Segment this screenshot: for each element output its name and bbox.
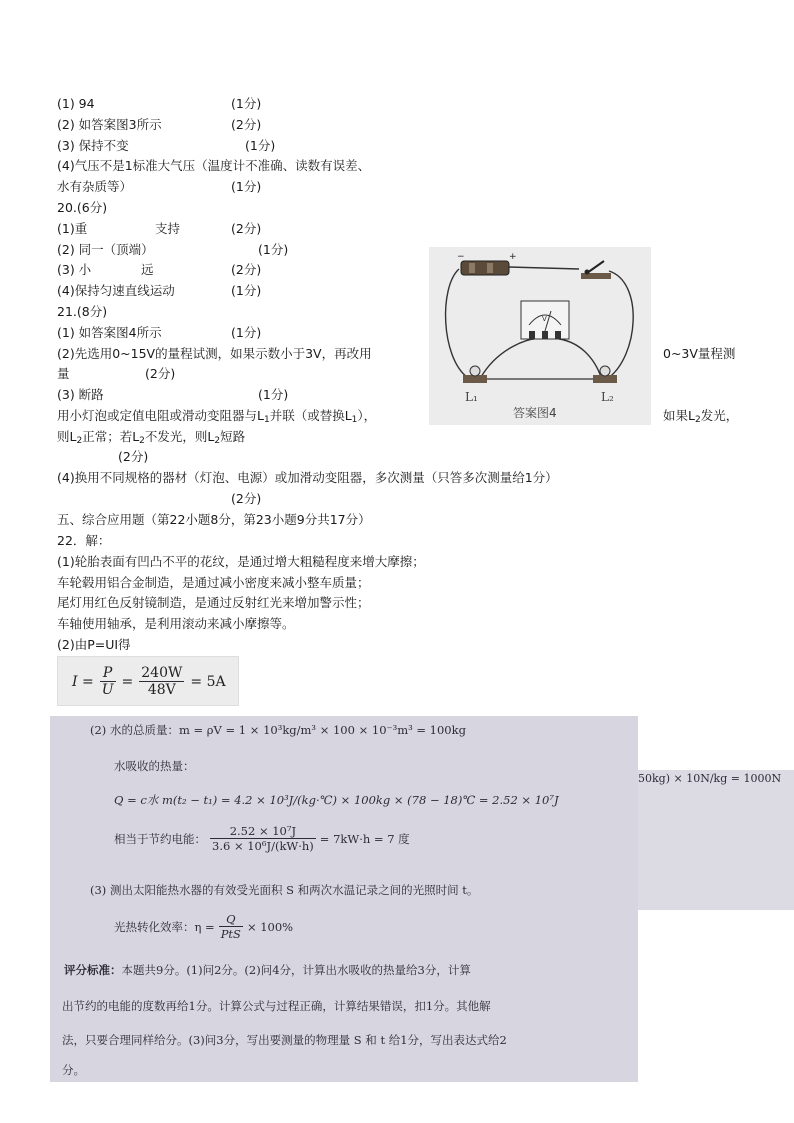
section5-heading: 五、综合应用题（第22小题8分，第23小题9分共17分） bbox=[57, 512, 371, 527]
battery-icon bbox=[457, 252, 517, 275]
q20-line3b: 远 bbox=[141, 262, 154, 277]
q21-heading: 21.(8分) bbox=[57, 304, 108, 319]
q22-heading: 22．解： bbox=[57, 533, 111, 548]
q21-line3b: 用小灯泡或定值电阻或滑动变阻器与$L_1$并联（或替换$L_1$）， bbox=[57, 408, 377, 425]
q21-line2c: 量 bbox=[57, 366, 70, 381]
q21-line3c: 如果$L_2$发光， bbox=[663, 408, 739, 425]
wire-meter-right bbox=[559, 339, 601, 377]
scan-heat-formula: Q = c水 m(t₂ − t₁) = 4.2 × 10³J/(kg·℃) × 100kg × (78 − 18)℃ = 2.52 × 10⁷J bbox=[114, 793, 559, 807]
scan-grading-line3: 法，只要合理同样给分。(3)问3分，写出要测量的物理量 S 和 t 给1分，写出表达式给2 bbox=[62, 1033, 507, 1047]
q21-line3d: 则$L_2$正常；若$L_2$不发光，则$L_2$短路 bbox=[57, 429, 246, 446]
q21-score2: (2分) bbox=[145, 366, 176, 381]
circuit-diagram-figure bbox=[429, 247, 651, 425]
scan-grading-line1: 评分标准：本题共9分。(1)问2分。(2)问4分，计算出水吸收的热量给3分，计算 bbox=[64, 963, 471, 977]
q21-line3: (3) 断路 bbox=[57, 387, 104, 402]
scanned-solution bbox=[50, 716, 638, 1082]
q19-score3: (1分) bbox=[245, 138, 276, 153]
q22-line5: (2)由P=UI得 bbox=[57, 637, 131, 652]
wire-left bbox=[446, 269, 467, 377]
q20-line1a: (1)重 bbox=[57, 221, 88, 236]
side-fragment-text: 50kg) × 10N/kg = 1000N bbox=[638, 772, 782, 785]
q20-heading: 20.(6分) bbox=[57, 200, 108, 215]
svg-text:+: + bbox=[509, 252, 517, 262]
q19-line4: (4)气压不是1标准大气压（温度计不准确、读数有误差、 bbox=[57, 158, 371, 173]
voltmeter-icon bbox=[521, 301, 569, 339]
q22-line3: 尾灯用红色反射镜制造，是通过反射红光来增加警示性； bbox=[57, 595, 370, 610]
q19-score2: (2分) bbox=[231, 117, 262, 132]
q20-line1b: 支持 bbox=[155, 221, 181, 236]
q21-line1: (1) 如答案图4所示 bbox=[57, 325, 162, 340]
lamp-l2-label: L₂ bbox=[601, 390, 614, 404]
scan-grading-line4: 分。 bbox=[62, 1063, 85, 1077]
q22-line4: 车轴使用轴承，是利用滚动来减小摩擦等。 bbox=[57, 616, 295, 631]
lamp-l1-label: L₁ bbox=[465, 390, 478, 404]
q20-score1: (2分) bbox=[231, 221, 262, 236]
scan-part3-line: (3) 测出太阳能热水器的有效受光面积 S 和两次水温记录之间的光照时间 t。 bbox=[90, 883, 479, 897]
circuit-drawing bbox=[429, 247, 651, 425]
q21-line2b: 0~3V量程测 bbox=[663, 346, 736, 361]
q19-score5: (1分) bbox=[231, 179, 262, 194]
lamp-l1-icon bbox=[463, 366, 487, 383]
q20-score2: (1分) bbox=[258, 242, 289, 257]
scan-efficiency-line: 光热转化效率：η = $\frac{Q}{\text{PtS}}$ × 100% bbox=[114, 912, 294, 941]
scan-mass-line: (2) 水的总质量：m = ρV = 1 × 10³kg/m³ × 100 × 10⁻³m³ = 100kg bbox=[90, 723, 466, 737]
q22-line2: 车轮毂用铝合金制造，是通过减小密度来减小整车质量； bbox=[57, 575, 370, 590]
q20-line4: (4)保持匀速直线运动 bbox=[57, 283, 175, 298]
q20-line2: (2) 同一（顶端） bbox=[57, 242, 154, 257]
current-formula: I = $\frac{P}{U}$ = $\frac{240W}{48V}$ = 5A bbox=[57, 656, 239, 706]
q21-score3b: (2分) bbox=[118, 449, 149, 464]
q20-score3: (2分) bbox=[231, 262, 262, 277]
scanned-side-fragment bbox=[638, 770, 794, 910]
q21-line2a: (2)先选用0~15V的量程试测，如果示数小于3V，再改用 bbox=[57, 346, 372, 361]
svg-text:−: − bbox=[457, 252, 465, 262]
q20-score4: (1分) bbox=[231, 283, 262, 298]
q19-line5: 水有杂质等） bbox=[57, 179, 133, 194]
q19-line2: (2) 如答案图3所示 bbox=[57, 117, 162, 132]
q21-score1: (1分) bbox=[231, 325, 262, 340]
q19-line3: (3) 保持不变 bbox=[57, 138, 129, 153]
voltmeter-label: V bbox=[542, 315, 547, 323]
q19-line1: (1) 94 bbox=[57, 96, 95, 111]
q21-line4: (4)换用不同规格的器材（灯泡、电源）或加滑动变阻器，多次测量（只答多次测量给1分） bbox=[57, 470, 558, 485]
scan-heat-label: 水吸收的热量： bbox=[114, 759, 195, 773]
q21-score4: (2分) bbox=[231, 491, 262, 506]
q19-score1: (1分) bbox=[231, 96, 262, 111]
switch-icon bbox=[581, 261, 611, 279]
wire-right bbox=[607, 271, 633, 379]
q20-line3a: (3) 小 bbox=[57, 262, 92, 277]
scan-grading-line2: 出节约的电能的度数再给1分。计算公式与过程正确，计算结果错误，扣1分。其他解 bbox=[62, 999, 491, 1013]
wire-meter-left bbox=[481, 339, 534, 377]
wire-top bbox=[509, 267, 579, 269]
figure-caption: 答案图4 bbox=[513, 406, 557, 420]
q21-score3: (1分) bbox=[258, 387, 289, 402]
q22-line1: (1)轮胎表面有凹凸不平的花纹，是通过增大粗糙程度来增大摩擦； bbox=[57, 554, 425, 569]
scan-energy-line: 相当于节约电能： $\frac{\text{2.52 × 10⁷J}}{\text{3.6 × 10⁶J/(kW·h)}}$ = 7kW·h = 7 度 bbox=[114, 824, 410, 853]
